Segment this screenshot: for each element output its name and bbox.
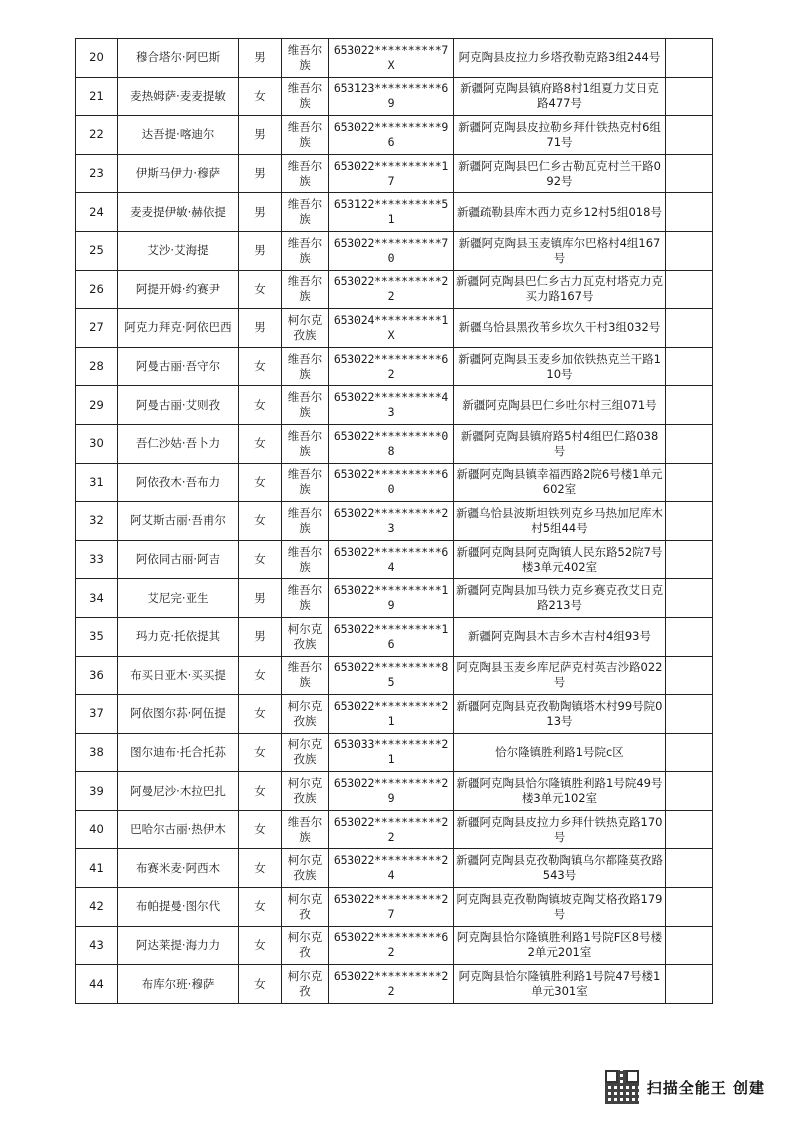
- table-row: [76, 424, 713, 463]
- address-cell: 新疆阿克陶县巴仁乡古勒瓦克村兰干路092号: [454, 154, 666, 193]
- address-cell: 新疆阿克陶县镇幸福西路2院6号楼1单元602室: [454, 463, 666, 502]
- gender-cell: 女: [239, 772, 282, 811]
- ethnicity-cell: 维吾尔族: [282, 193, 329, 232]
- address-cell: 新疆阿克陶县克孜勒陶镇乌尔都隆莫孜路543号: [454, 849, 666, 888]
- table-row: [76, 39, 713, 78]
- ethnicity-cell: 维吾尔族: [282, 424, 329, 463]
- id-number-cell: 653022**********29: [329, 772, 454, 811]
- row-number: 26: [76, 270, 118, 309]
- id-number-cell: 653024**********1X: [329, 309, 454, 348]
- row-number: 42: [76, 888, 118, 927]
- person-name: 麦麦提伊敏·赫依提: [118, 193, 239, 232]
- gender-cell: 女: [239, 463, 282, 502]
- person-name: 阿依同古丽·阿吉: [118, 540, 239, 579]
- person-name: 玛力克·托依提其: [118, 617, 239, 656]
- ethnicity-cell: 维吾尔族: [282, 502, 329, 541]
- address-cell: 新疆阿克陶县巴仁乡古力瓦克村塔克力克买力路167号: [454, 270, 666, 309]
- blank-cell: [666, 463, 713, 502]
- ethnicity-cell: 维吾尔族: [282, 463, 329, 502]
- person-name: 阿克力拜克·阿依巴西: [118, 309, 239, 348]
- row-number: 28: [76, 347, 118, 386]
- table-row: [76, 733, 713, 772]
- person-name: 阿依图尔荪·阿伍提: [118, 695, 239, 734]
- id-number-cell: 653022**********7X: [329, 39, 454, 78]
- ethnicity-cell: 维吾尔族: [282, 810, 329, 849]
- blank-cell: [666, 926, 713, 965]
- id-number-cell: 653022**********21: [329, 695, 454, 734]
- blank-cell: [666, 116, 713, 155]
- id-number-cell: 653022**********70: [329, 231, 454, 270]
- row-number: 22: [76, 116, 118, 155]
- person-name: 巴哈尔古丽·热伊木: [118, 810, 239, 849]
- table-row: [76, 502, 713, 541]
- row-number: 36: [76, 656, 118, 695]
- table-row: [76, 231, 713, 270]
- table-row: [76, 810, 713, 849]
- ethnicity-cell: 柯尔克孜族: [282, 309, 329, 348]
- id-number-cell: 653022**********60: [329, 463, 454, 502]
- ethnicity-cell: 维吾尔族: [282, 270, 329, 309]
- blank-cell: [666, 540, 713, 579]
- table-row: [76, 77, 713, 116]
- watermark-text: 扫描全能王 创建: [646, 1078, 765, 1097]
- table-row: [76, 154, 713, 193]
- address-cell: 新疆阿克陶县镇府路8村1组夏力艾日克路477号: [454, 77, 666, 116]
- blank-cell: [666, 965, 713, 1004]
- row-number: 38: [76, 733, 118, 772]
- row-number: 21: [76, 77, 118, 116]
- address-cell: 恰尔隆镇胜利路1号院c区: [454, 733, 666, 772]
- ethnicity-cell: 维吾尔族: [282, 39, 329, 78]
- gender-cell: 女: [239, 965, 282, 1004]
- ethnicity-cell: 维吾尔族: [282, 579, 329, 618]
- ethnicity-cell: 维吾尔族: [282, 656, 329, 695]
- id-number-cell: 653022**********85: [329, 656, 454, 695]
- person-name: 达吾提·喀迪尔: [118, 116, 239, 155]
- row-number: 35: [76, 617, 118, 656]
- gender-cell: 女: [239, 77, 282, 116]
- table-row: [76, 926, 713, 965]
- row-number: 30: [76, 424, 118, 463]
- blank-cell: [666, 154, 713, 193]
- gender-cell: 男: [239, 193, 282, 232]
- person-name: 阿曼古丽·艾则孜: [118, 386, 239, 425]
- row-number: 31: [76, 463, 118, 502]
- address-cell: 新疆阿克陶县木吉乡木吉村4组93号: [454, 617, 666, 656]
- gender-cell: 女: [239, 849, 282, 888]
- ethnicity-cell: 维吾尔族: [282, 116, 329, 155]
- address-cell: 新疆阿克陶县皮拉勒乡拜什铁热克村6组71号: [454, 116, 666, 155]
- table-row: [76, 540, 713, 579]
- blank-cell: [666, 270, 713, 309]
- address-cell: 阿克陶县恰尔隆镇胜利路1号院F区8号楼2单元201室: [454, 926, 666, 965]
- blank-cell: [666, 656, 713, 695]
- address-cell: 新疆阿克陶县恰尔隆镇胜利路1号院49号楼3单元102室: [454, 772, 666, 811]
- ethnicity-cell: 柯尔克孜族: [282, 617, 329, 656]
- gender-cell: 女: [239, 540, 282, 579]
- blank-cell: [666, 733, 713, 772]
- id-number-cell: 653022**********17: [329, 154, 454, 193]
- row-number: 20: [76, 39, 118, 78]
- gender-cell: 男: [239, 579, 282, 618]
- blank-cell: [666, 77, 713, 116]
- id-number-cell: 653022**********43: [329, 386, 454, 425]
- address-cell: 新疆阿克陶县玉麦乡加依铁热克兰干路110号: [454, 347, 666, 386]
- ethnicity-cell: 维吾尔族: [282, 540, 329, 579]
- table-row: [76, 849, 713, 888]
- row-number: 44: [76, 965, 118, 1004]
- id-number-cell: 653022**********19: [329, 579, 454, 618]
- row-number: 37: [76, 695, 118, 734]
- row-number: 33: [76, 540, 118, 579]
- person-name: 伊斯马伊力·穆萨: [118, 154, 239, 193]
- person-name: 阿达莱提·海力力: [118, 926, 239, 965]
- table-row: [76, 656, 713, 695]
- id-number-cell: 653022**********62: [329, 347, 454, 386]
- ethnicity-cell: 维吾尔族: [282, 231, 329, 270]
- id-number-cell: 653022**********22: [329, 965, 454, 1004]
- person-name: 阿曼古丽·吾守尔: [118, 347, 239, 386]
- id-number-cell: 653022**********24: [329, 849, 454, 888]
- table-row: [76, 347, 713, 386]
- blank-cell: [666, 386, 713, 425]
- ethnicity-cell: 柯尔克孜: [282, 965, 329, 1004]
- person-name: 阿依孜木·吾布力: [118, 463, 239, 502]
- blank-cell: [666, 39, 713, 78]
- table-row: [76, 579, 713, 618]
- person-name: 布帕提曼·图尔代: [118, 888, 239, 927]
- blank-cell: [666, 849, 713, 888]
- row-number: 23: [76, 154, 118, 193]
- gender-cell: 男: [239, 231, 282, 270]
- gender-cell: 女: [239, 888, 282, 927]
- id-number-cell: 653123**********69: [329, 77, 454, 116]
- row-number: 32: [76, 502, 118, 541]
- blank-cell: [666, 309, 713, 348]
- ethnicity-cell: 柯尔克孜族: [282, 695, 329, 734]
- row-number: 39: [76, 772, 118, 811]
- address-cell: 新疆阿克陶县阿克陶镇人民东路52院7号楼3单元402室: [454, 540, 666, 579]
- ethnicity-cell: 维吾尔族: [282, 77, 329, 116]
- ethnicity-cell: 柯尔克孜族: [282, 849, 329, 888]
- person-name: 图尔迪布·托合托荪: [118, 733, 239, 772]
- blank-cell: [666, 424, 713, 463]
- gender-cell: 女: [239, 502, 282, 541]
- gender-cell: 女: [239, 695, 282, 734]
- gender-cell: 女: [239, 424, 282, 463]
- person-name: 阿艾斯古丽·吾甫尔: [118, 502, 239, 541]
- table-row: [76, 695, 713, 734]
- blank-cell: [666, 810, 713, 849]
- ethnicity-cell: 维吾尔族: [282, 347, 329, 386]
- id-number-cell: 653022**********22: [329, 270, 454, 309]
- person-name: 布赛米麦·阿西木: [118, 849, 239, 888]
- blank-cell: [666, 347, 713, 386]
- blank-cell: [666, 617, 713, 656]
- id-number-cell: 653022**********08: [329, 424, 454, 463]
- gender-cell: 女: [239, 347, 282, 386]
- id-number-cell: 653022**********62: [329, 926, 454, 965]
- address-cell: 新疆阿克陶县镇府路5村4组巴仁路038号: [454, 424, 666, 463]
- blank-cell: [666, 695, 713, 734]
- blank-cell: [666, 772, 713, 811]
- ethnicity-cell: 柯尔克孜族: [282, 733, 329, 772]
- scanner-watermark: [605, 1070, 765, 1104]
- gender-cell: 男: [239, 39, 282, 78]
- gender-cell: 男: [239, 309, 282, 348]
- gender-cell: 女: [239, 386, 282, 425]
- ethnicity-cell: 柯尔克孜: [282, 888, 329, 927]
- address-cell: 阿克陶县皮拉力乡塔孜勒克路3组244号: [454, 39, 666, 78]
- row-number: 41: [76, 849, 118, 888]
- gender-cell: 女: [239, 270, 282, 309]
- roster-body: [76, 39, 713, 1004]
- address-cell: 新疆乌恰县波斯坦铁列克乡马热加尼库木村5组44号: [454, 502, 666, 541]
- gender-cell: 女: [239, 810, 282, 849]
- row-number: 27: [76, 309, 118, 348]
- table-row: [76, 617, 713, 656]
- address-cell: 阿克陶县玉麦乡库尼萨克村英吉沙路022号: [454, 656, 666, 695]
- address-cell: 新疆乌恰县黑孜苇乡坎久干村3组032号: [454, 309, 666, 348]
- blank-cell: [666, 231, 713, 270]
- table-row: [76, 309, 713, 348]
- qr-code-icon: [605, 1070, 639, 1104]
- row-number: 40: [76, 810, 118, 849]
- table-row: [76, 772, 713, 811]
- person-name: 阿曼尼沙·木拉巴扎: [118, 772, 239, 811]
- row-number: 24: [76, 193, 118, 232]
- address-cell: 新疆阿克陶县加马铁力克乡赛克孜艾日克路213号: [454, 579, 666, 618]
- gender-cell: 男: [239, 116, 282, 155]
- person-name: 麦热姆萨·麦麦提敏: [118, 77, 239, 116]
- address-cell: 新疆阿克陶县巴仁乡吐尔村三组071号: [454, 386, 666, 425]
- id-number-cell: 653022**********16: [329, 617, 454, 656]
- roster-table: [75, 38, 713, 1004]
- gender-cell: 女: [239, 656, 282, 695]
- gender-cell: 男: [239, 154, 282, 193]
- blank-cell: [666, 193, 713, 232]
- row-number: 43: [76, 926, 118, 965]
- id-number-cell: 653022**********64: [329, 540, 454, 579]
- id-number-cell: 653122**********51: [329, 193, 454, 232]
- person-name: 布库尔班·穆萨: [118, 965, 239, 1004]
- blank-cell: [666, 502, 713, 541]
- row-number: 34: [76, 579, 118, 618]
- ethnicity-cell: 维吾尔族: [282, 386, 329, 425]
- id-number-cell: 653022**********96: [329, 116, 454, 155]
- row-number: 29: [76, 386, 118, 425]
- gender-cell: 男: [239, 617, 282, 656]
- row-number: 25: [76, 231, 118, 270]
- person-name: 艾沙·艾海提: [118, 231, 239, 270]
- person-name: 穆合塔尔·阿巴斯: [118, 39, 239, 78]
- table-row: [76, 270, 713, 309]
- ethnicity-cell: 维吾尔族: [282, 154, 329, 193]
- gender-cell: 女: [239, 926, 282, 965]
- person-name: 阿提开姆·约赛尹: [118, 270, 239, 309]
- blank-cell: [666, 888, 713, 927]
- person-name: 艾尼完·亚生: [118, 579, 239, 618]
- table-row: [76, 965, 713, 1004]
- person-name: 布买日亚木·买买提: [118, 656, 239, 695]
- table-row: [76, 888, 713, 927]
- id-number-cell: 653022**********27: [329, 888, 454, 927]
- address-cell: 阿克陶县恰尔隆镇胜利路1号院47号楼1单元301室: [454, 965, 666, 1004]
- address-cell: 新疆阿克陶县克孜勒陶镇塔木村99号院013号: [454, 695, 666, 734]
- ethnicity-cell: 柯尔克孜: [282, 926, 329, 965]
- person-name: 吾仁沙姑·吾卜力: [118, 424, 239, 463]
- blank-cell: [666, 579, 713, 618]
- table-row: [76, 463, 713, 502]
- address-cell: 阿克陶县克孜勒陶镇坡克陶艾格孜路179号: [454, 888, 666, 927]
- table-row: [76, 193, 713, 232]
- address-cell: 新疆阿克陶县玉麦镇库尔巴格村4组167号: [454, 231, 666, 270]
- id-number-cell: 653022**********23: [329, 502, 454, 541]
- ethnicity-cell: 柯尔克孜族: [282, 772, 329, 811]
- id-number-cell: 653033**********21: [329, 733, 454, 772]
- table-row: [76, 116, 713, 155]
- address-cell: 新疆疏勒县库木西力克乡12村5组018号: [454, 193, 666, 232]
- id-number-cell: 653022**********22: [329, 810, 454, 849]
- table-row: [76, 386, 713, 425]
- gender-cell: 女: [239, 733, 282, 772]
- address-cell: 新疆阿克陶县皮拉力乡拜什铁热克路170号: [454, 810, 666, 849]
